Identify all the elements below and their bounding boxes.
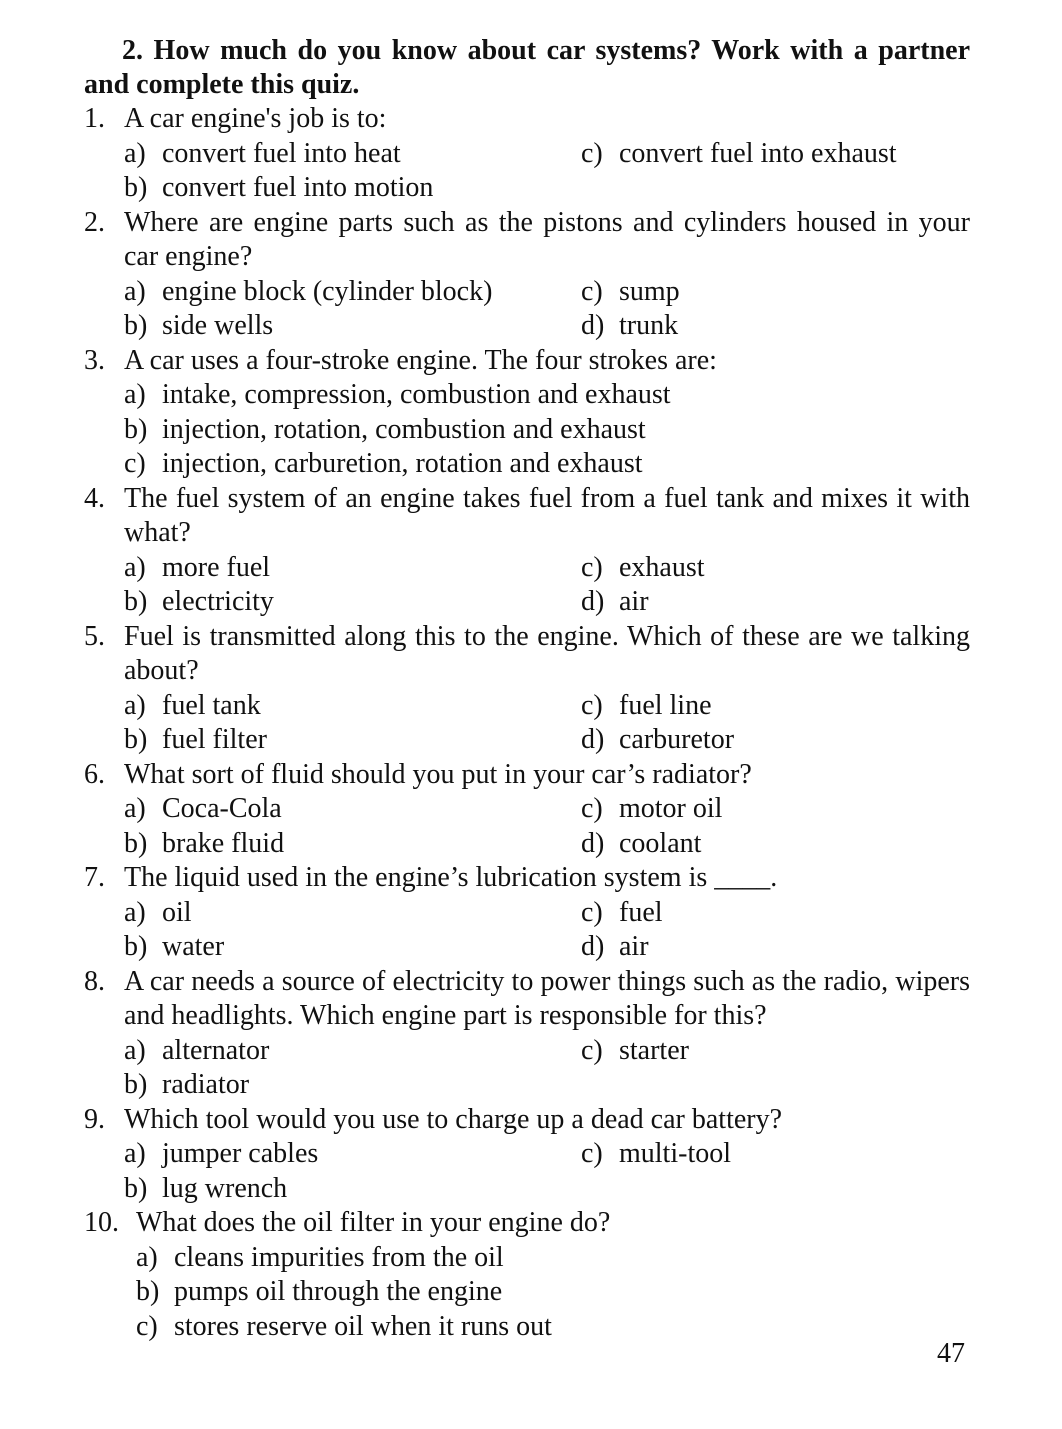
option-b: b) brake fluid <box>124 827 285 859</box>
question-number: 7. <box>84 862 105 893</box>
option-c: c) multi-tool <box>581 1138 731 1169</box>
option-a: a) oil <box>124 896 192 928</box>
question-number: 4. <box>84 482 105 514</box>
question-5 <box>84 620 970 758</box>
question-text: A car engine's job is to: <box>124 103 387 134</box>
question-number: 10. <box>84 1207 119 1238</box>
question-text: What sort of fluid should you put in your car’s radiator? <box>124 758 752 790</box>
option-b: b) radiator <box>124 1069 250 1100</box>
question-text: A car uses a four-stroke engine. The four strokes are: <box>124 344 717 376</box>
option-c: c) convert fuel into exhaust <box>581 137 897 169</box>
quiz-heading: 2. How much do you know about car systems? Work with a partner and complete this quiz. <box>84 35 970 100</box>
question-10 <box>84 1206 970 1344</box>
option-c: c) stores reserve oil when it runs out <box>136 1310 552 1342</box>
option-a: a) convert fuel into heat <box>124 137 401 169</box>
option-list <box>124 551 970 620</box>
option-list <box>124 137 970 206</box>
question-text: Fuel is transmitted along this to the engine. Which of these are we talking about? <box>124 620 970 686</box>
option-a: a) fuel tank <box>124 689 261 721</box>
question-number: 5. <box>84 620 105 652</box>
option-a: a) engine block (cylinder block) <box>124 275 493 307</box>
question-6 <box>84 758 970 862</box>
option-c: c) starter <box>581 1034 689 1066</box>
option-list <box>124 1137 970 1206</box>
question-3 <box>84 344 970 482</box>
option-a: a) Coca-Cola <box>124 793 282 824</box>
question-text: What does the oil filter in your engine do? <box>136 1207 611 1238</box>
question-8 <box>84 965 970 1103</box>
option-c: c) motor oil <box>581 793 723 824</box>
option-d: d) trunk <box>581 310 679 341</box>
question-9 <box>84 1103 970 1207</box>
question-text: The liquid used in the engine’s lubrication system is ____. <box>124 862 778 893</box>
option-b: b) fuel filter <box>124 724 267 755</box>
option-a: a) jumper cables <box>124 1138 319 1169</box>
option-a: a) intake, compression, combustion and exhaust <box>124 379 671 410</box>
question-text: A car needs a source of electricity to power things such as the radio, wipers and headlights. Which engine part is responsible for this? <box>124 965 970 1031</box>
option-list <box>124 792 970 861</box>
question-number: 9. <box>84 1103 105 1135</box>
question-4 <box>84 482 970 620</box>
option-d: d) air <box>581 931 649 962</box>
option-c: c) exhaust <box>581 551 705 583</box>
option-b: b) injection, rotation, combustion and exhaust <box>124 413 646 445</box>
option-list <box>124 378 970 482</box>
page-number: 47 <box>937 1338 965 1369</box>
option-list <box>136 1241 970 1345</box>
option-list <box>124 896 970 965</box>
question-number: 8. <box>84 965 105 997</box>
question-number: 2. <box>84 206 105 238</box>
option-d: d) coolant <box>581 827 702 859</box>
question-1 <box>84 102 970 206</box>
option-d: d) carburetor <box>581 724 735 755</box>
question-text: The fuel system of an engine takes fuel from a fuel tank and mixes it with what? <box>124 482 970 548</box>
option-d: d) air <box>581 586 649 617</box>
option-a: a) alternator <box>124 1034 270 1066</box>
option-b: b) electricity <box>124 586 274 617</box>
question-text: Where are engine parts such as the pistons and cylinders housed in your car engine? <box>124 206 970 272</box>
option-list <box>124 689 970 758</box>
option-a: a) cleans impurities from the oil <box>136 1241 504 1273</box>
option-list <box>124 275 970 344</box>
option-a: a) more fuel <box>124 551 271 583</box>
option-c: c) fuel line <box>581 689 712 721</box>
question-7 <box>84 861 970 965</box>
question-text: Which tool would you use to charge up a dead car battery? <box>124 1103 783 1135</box>
question-number: 3. <box>84 344 105 376</box>
option-b: b) pumps oil through the engine <box>136 1276 503 1307</box>
option-c: c) injection, carburetion, rotation and exhaust <box>124 448 643 479</box>
question-number: 6. <box>84 758 105 790</box>
option-b: b) side wells <box>124 310 274 341</box>
option-b: b) lug wrench <box>124 1172 288 1204</box>
question-2 <box>84 206 970 344</box>
option-c: c) fuel <box>581 896 663 928</box>
option-b: b) water <box>124 931 225 962</box>
option-c: c) sump <box>581 275 680 307</box>
quiz-page <box>84 34 970 1344</box>
question-number: 1. <box>84 103 105 134</box>
option-b: b) convert fuel into motion <box>124 172 434 203</box>
option-list <box>124 1034 970 1103</box>
